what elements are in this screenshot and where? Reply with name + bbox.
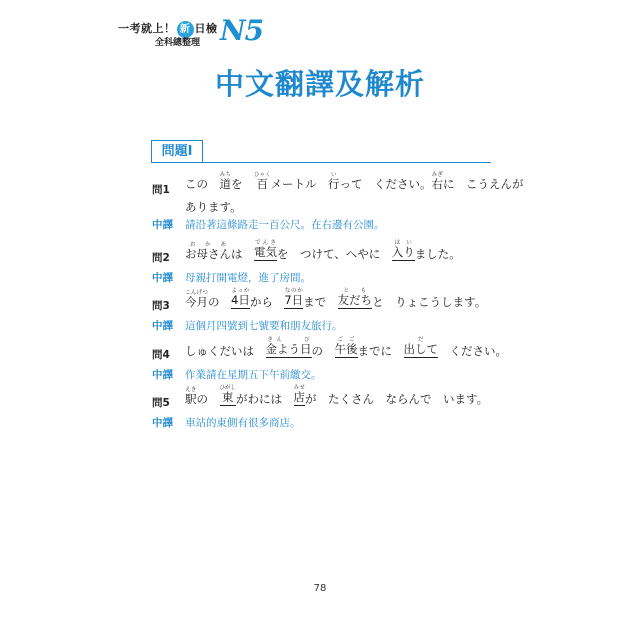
question-number: 問4	[152, 349, 170, 361]
question-sentence	[185, 385, 488, 406]
underlined-word: 午後ごご	[334, 337, 358, 356]
sentence-text: は	[231, 247, 254, 261]
underlined-word: 入りはい	[391, 240, 415, 259]
brand-subtitle: 全科總整理	[155, 38, 201, 48]
translation-text: 請沿著這條路走一百公尺。在右邊有公園。	[185, 219, 385, 231]
sentence-text: この	[185, 177, 220, 191]
translation-text: 車站的東側有很多商店。	[185, 417, 301, 429]
brand-title: 一考就上！ 新 日檢	[118, 20, 218, 38]
question-sentence	[185, 240, 461, 261]
translation-label: 中譯	[152, 272, 173, 284]
question-sentence-continued: あります。	[185, 200, 242, 214]
underlined-word: 店みせ	[293, 385, 306, 404]
sentence-text: までに	[357, 344, 404, 358]
sentence-text: って ください。	[339, 177, 432, 191]
kanji-word: 駅えき	[185, 387, 197, 406]
translation-label: 中譯	[152, 219, 173, 231]
sentence-text: の	[311, 344, 335, 358]
translation-text: 作業請在星期五下午前繳交。	[185, 369, 322, 381]
sentence-text: ください。	[438, 344, 507, 358]
sentence-text: と りょこうします。	[372, 295, 487, 309]
kanji-word: 行い	[328, 172, 340, 191]
section-divider	[151, 162, 491, 163]
kanji-word: 今月こんげつ	[185, 290, 208, 309]
sentence-text: を	[231, 177, 254, 191]
underlined-word: 電気でんき	[254, 240, 277, 259]
kanji-word: お母さんおかあ	[185, 242, 231, 261]
sentence-text: まで	[303, 295, 338, 309]
kanji-word: 右みぎ	[431, 172, 444, 191]
page-title: 中文翻譯及解析	[214, 67, 425, 101]
question-sentence	[185, 337, 507, 358]
translation-text: 這個月四號到七號要和朋友旅行。	[185, 320, 343, 332]
translation-label: 中譯	[152, 369, 173, 381]
sentence-text: メートル	[270, 177, 329, 191]
kanji-word: 百ひゃく	[254, 172, 271, 191]
underlined-word: 4日よっか	[231, 288, 250, 307]
sentence-text: に こうえんが	[443, 177, 524, 191]
sentence-text: を つけて、へやに	[277, 247, 392, 261]
underlined-word: 出してだ	[403, 337, 438, 356]
page-number: 78	[313, 583, 327, 594]
brand-new-badge: 新	[177, 21, 194, 38]
translation-text: 母親打開電燈，進了房間。	[185, 272, 311, 284]
question-number: 問3	[152, 300, 170, 312]
translation-label: 中譯	[152, 417, 173, 429]
sentence-text: の	[196, 392, 220, 406]
sentence-text: が たくさん ならんで います。	[305, 392, 489, 406]
sentence-text: ました。	[414, 247, 461, 261]
brand-level: N5	[220, 14, 264, 47]
kanji-word: 道みち	[219, 172, 231, 191]
book-header	[118, 12, 268, 52]
question-number: 問2	[152, 252, 170, 264]
question-sentence	[185, 172, 524, 191]
underlined-word: 東ひがし	[219, 385, 237, 404]
question-number: 問5	[152, 397, 170, 409]
underlined-word: 7日なのか	[284, 288, 304, 307]
underlined-word: 友だちとも	[337, 288, 373, 307]
sentence-text: しゅくだいは	[185, 344, 266, 358]
section-title: 問題Ⅰ	[151, 140, 203, 163]
sentence-text: がわには	[236, 392, 294, 406]
sentence-text: の	[208, 295, 231, 309]
question-sentence	[185, 288, 486, 309]
sentence-text: から	[249, 295, 285, 309]
question-number: 問1	[152, 184, 170, 196]
translation-label: 中譯	[152, 320, 173, 332]
underlined-word: 金よう日きん び	[265, 337, 312, 356]
